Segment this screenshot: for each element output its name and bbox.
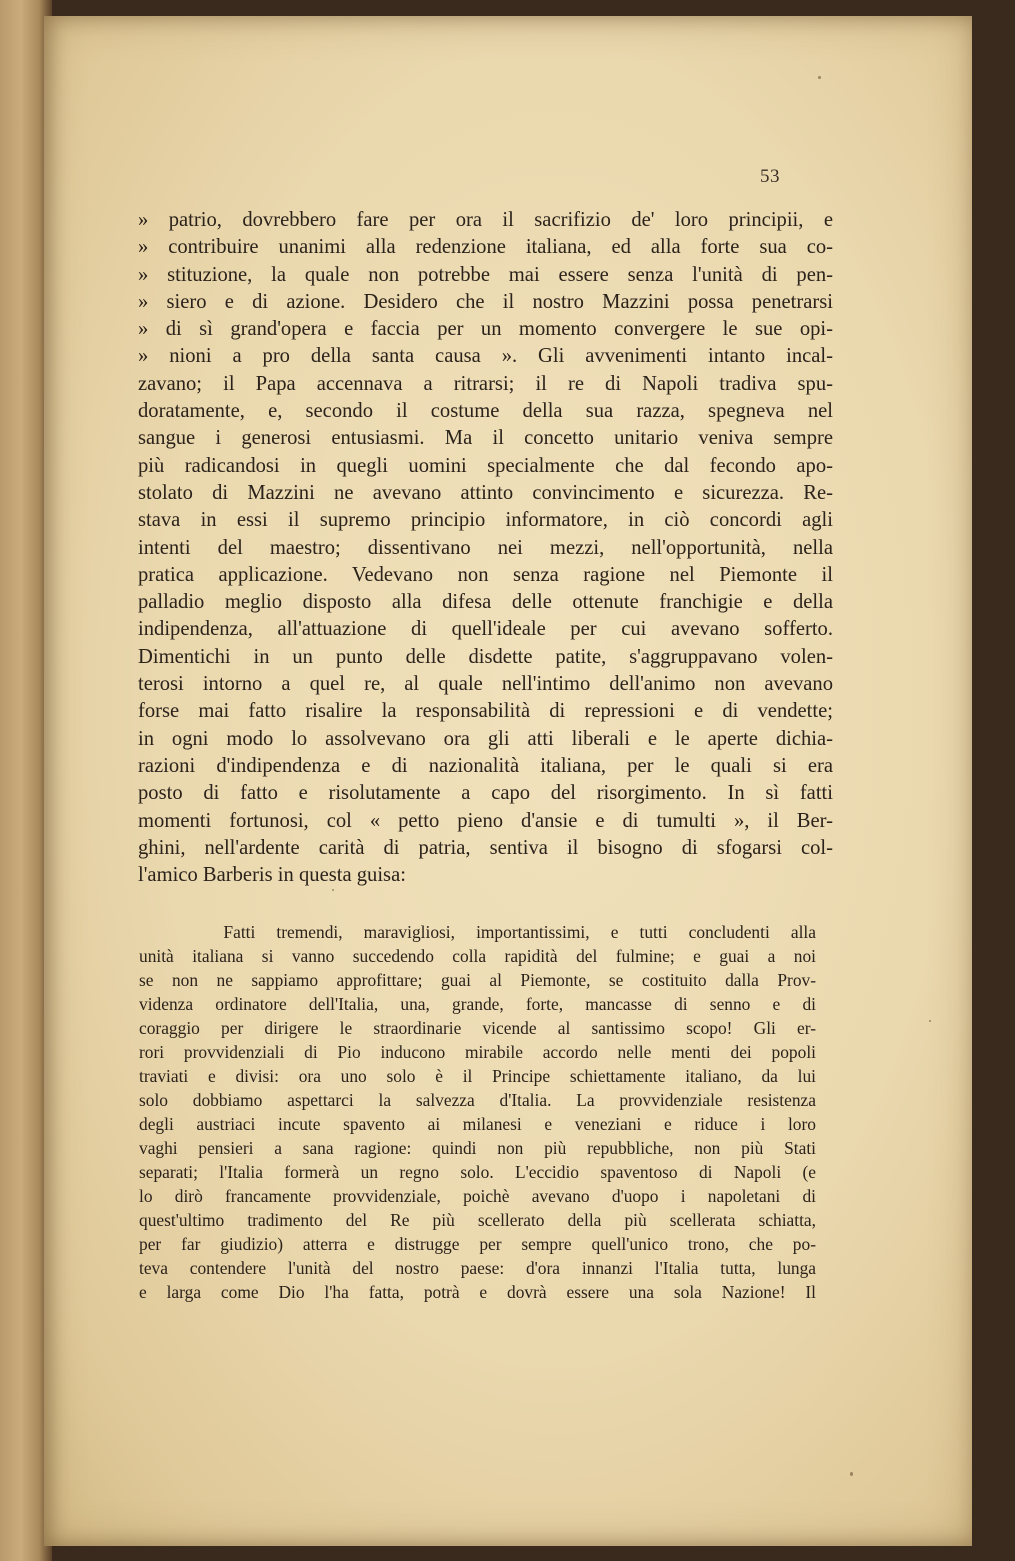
text-line: palladio meglio disposto alla difesa delle ottenute franchigie e della [138,591,833,614]
quote-line: coraggio per dirigere le straordinarie vicende al santissimo scopo! Gli er- [139,1018,816,1038]
text-line: terosi intorno a quel re, al quale nell'intimo dell'animo non avevano [138,673,833,696]
quoted-letter [139,920,816,1304]
text-line: posto di fatto e risolutamente a capo del risorgimento. In sì fatti [138,782,833,805]
text-line: momenti fortunosi, col « petto pieno d'ansie e di tumulti », il Ber- [138,809,833,832]
quote-line: se non ne sappiamo approfittare; guai al Piemonte, se costituito dalla Prov- [139,970,816,990]
quote-line: separati; l'Italia formerà un regno solo. L'eccidio spaventoso di Napoli (e [139,1162,816,1182]
quote-line: degli austriaci incute spavento ai milanesi e veneziani e riduce i loro [139,1114,816,1134]
text-line: l'amico Barberis in questa guisa: [138,864,406,887]
quote-line: Fatti tremendi, maravigliosi, importantissimi, e tutti concludenti alla [139,922,816,942]
text-line: » stituzione, la quale non potrebbe mai essere senza l'unità di pen- [138,263,833,286]
quote-line: vaghi pensieri a sana ragione: quindi non più repubbliche, non più Stati [139,1138,816,1158]
text-line: » di sì grand'opera e faccia per un momento convergere le sue opi- [138,318,833,341]
text-line: » siero e di azione. Desidero che il nostro Mazzini possa penetrarsi [138,290,833,313]
text-line: intenti del maestro; dissentivano nei mezzi, nell'opportunità, nella [138,536,833,559]
text-line: » patrio, dovrebbero fare per ora il sacrifizio de' loro principii, e [138,209,833,231]
paper-speck [850,1472,853,1476]
quote-line: rori provvidenziali di Pio inducono mirabile accordo nelle menti dei popoli [139,1042,816,1062]
main-paragraph [138,207,833,889]
text-line: doratamente, e, secondo il costume della sua razza, spegneva nel [138,400,833,423]
book-page [44,16,972,1546]
text-line: » contribuire unanimi alla redenzione italiana, ed alla forte sua co- [138,236,833,259]
paper-speck [818,76,821,79]
quote-line: quest'ultimo tradimento del Re più scellerato della più scellerata schiatta, [139,1210,816,1230]
text-line: sangue i generosi entusiasmi. Ma il concetto unitario veniva sempre [138,427,833,450]
quote-line: videnza ordinatore dell'Italia, una, grande, forte, mancasse di senno e di [139,994,816,1014]
text-line: » nioni a pro della santa causa ». Gli avvenimenti intanto incal- [138,345,833,368]
quote-line: unità italiana si vanno succedendo colla rapidità del fulmine; e guai a noi [139,946,816,966]
text-line: più radicandosi in quegli uomini specialmente che dal fecondo apo- [138,454,833,477]
quote-line: traviati e divisi: ora uno solo è il Principe schiettamente italiano, da lui [139,1066,816,1086]
quote-line: lo dirò francamente provvidenziale, poichè avevano d'uopo i napoletani di [139,1186,816,1206]
quote-line: per far giudizio) atterra e distrugge per sempre quell'unico trono, che po- [139,1234,816,1254]
text-line: zavano; il Papa accennava a ritrarsi; il re di Napoli tradiva spu- [138,372,833,395]
quote-line: teva contendere l'unità del nostro paese: d'ora innanzi l'Italia tutta, lunga [139,1258,816,1278]
text-line: stava in essi il supremo principio informatore, in ciò concordi agli [138,509,833,532]
text-line: razioni d'indipendenza e di nazionalità italiana, per le quali si era [138,754,833,777]
text-line: stolato di Mazzini ne avevano attinto convincimento e sicurezza. Re- [138,481,833,504]
quote-line: e larga come Dio l'ha fatta, potrà e dovrà essere una sola Nazione! Il [139,1282,816,1302]
text-line: forse mai fatto risalire la responsabilità di repressioni e di vendette; [138,700,833,723]
text-line: Dimentichi in un punto delle disdette patite, s'aggruppavano volen- [138,645,833,668]
text-line: pratica applicazione. Vedevano non senza ragione nel Piemonte il [138,563,833,586]
paper-speck [929,1020,931,1022]
quote-line: solo dobbiamo aspettarci la salvezza d'Italia. La provvidenziale resistenza [139,1090,816,1110]
text-line: in ogni modo lo assolvevano ora gli atti liberali e le aperte dichia- [138,727,833,750]
page-number: 53 [760,166,780,187]
text-line: indipendenza, all'attuazione di quell'ideale per cui avevano sofferto. [138,618,833,641]
text-line: ghini, nell'ardente carità di patria, sentiva il bisogno di sfogarsi col- [138,836,833,859]
paper-speck [332,889,334,891]
